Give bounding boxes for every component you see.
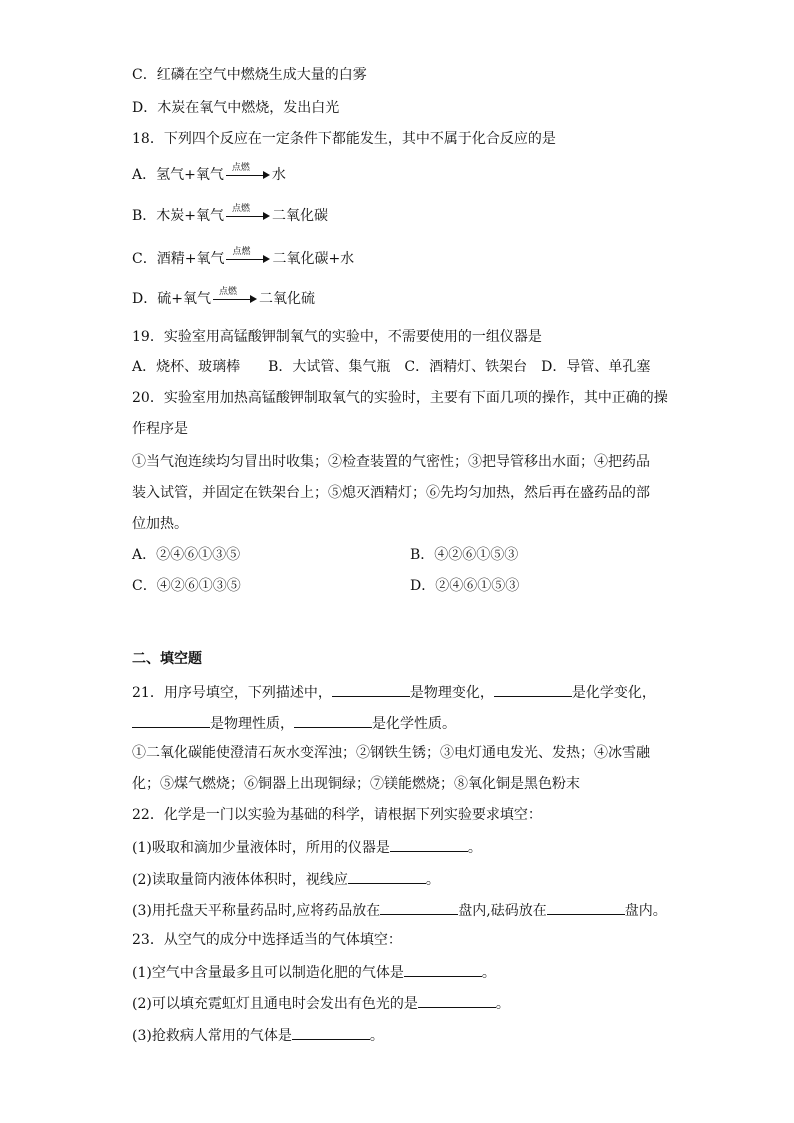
- option-20d: D．②④⑥①⑤③: [410, 578, 520, 594]
- answer-blank[interactable]: [547, 900, 625, 915]
- q21-text: 21．用序号填空，下列描述中，: [132, 685, 332, 701]
- question-18: 18．下列四个反应在一定条件下都能发生，其中不属于化合反应的是: [132, 131, 556, 147]
- question-21-line1: [132, 682, 656, 702]
- option-20a: A．②④⑥①③⑤: [132, 547, 241, 563]
- option-20b: B．④②⑥①⑤③: [410, 547, 519, 563]
- q22-text: (1)吸取和滴加少量液体时，所用的仪器是: [132, 840, 390, 856]
- q23-text: (2)可以填充霓虹灯且通电时会发出有色光的是: [132, 996, 418, 1012]
- question-21-line2: [132, 713, 456, 733]
- question-21-line4: 化；⑤煤气燃烧；⑥铜器上出现铜绿；⑦镁能燃烧；⑧氧化铜是黑色粉末: [132, 776, 580, 792]
- option-17d: D．木炭在氧气中燃烧，发出白光: [132, 100, 340, 116]
- q23-text: 。: [481, 965, 496, 981]
- section-heading: 二、填空题: [132, 651, 202, 667]
- q23-text: 。: [495, 996, 510, 1012]
- option-18d-product: 二氧化硫: [258, 291, 315, 307]
- answer-blank[interactable]: [294, 713, 372, 728]
- answer-blank[interactable]: [418, 993, 496, 1008]
- option-17c: C．红磷在空气中燃烧生成大量的白雾: [132, 67, 367, 83]
- q21-text: 是化学性质。: [372, 716, 456, 732]
- question-22: 22．化学是一门以实验为基础的科学，请根据下列实验要求填空：: [132, 807, 542, 823]
- option-18a: [132, 163, 286, 184]
- answer-blank[interactable]: [404, 962, 482, 977]
- question-22-2: [132, 869, 440, 889]
- option-18b-product: 二氧化碳: [272, 208, 329, 224]
- option-18c: [132, 247, 355, 268]
- q22-text: 盘内,砝码放在: [458, 903, 547, 919]
- q21-text: 是物理性质，: [210, 716, 294, 732]
- question-22-3: [132, 900, 667, 920]
- question-23: 23．从空气的成分中选择适当的气体填空：: [132, 932, 402, 948]
- answer-blank[interactable]: [348, 869, 426, 884]
- question-20-line1: 20．实验室用加热高锰酸钾制取氧气的实验时，主要有下面几项的操作，其中正确的操: [132, 390, 668, 406]
- q21-text: 是化学变化，: [571, 685, 656, 701]
- question-21-line3: ①二氧化碳能使澄清石灰水变浑浊；②钢铁生锈；③电灯通电发光、发热；④冰雪融: [132, 745, 650, 761]
- q21-text: 是物理变化，: [409, 685, 494, 701]
- q23-text: 。: [369, 1028, 384, 1044]
- q22-text: 。: [425, 872, 440, 888]
- q23-text: (3)抢救病人常用的气体是: [132, 1028, 292, 1044]
- reaction-arrow-icon: [226, 163, 270, 184]
- option-18d: [132, 287, 315, 308]
- option-18c-product: 二氧化碳+水: [272, 251, 355, 267]
- option-18b: [132, 204, 329, 225]
- answer-blank[interactable]: [380, 900, 458, 915]
- question-19-options: A．烧杯、玻璃棒 B．大试管、集气瓶 C．酒精灯、铁架台 D．导管、单孔塞: [132, 359, 651, 375]
- q22-text: (3)用托盘天平称量药品时,应将药品放在: [132, 903, 381, 919]
- question-23-1: [132, 962, 496, 982]
- reaction-arrow-icon: [226, 204, 270, 225]
- option-18b-reactants: B．木炭+氧气: [132, 208, 225, 224]
- arrow-condition: 点燃: [218, 287, 237, 297]
- question-20-line3: ①当气泡连续均匀冒出时收集；②检查装置的气密性；③把导管移出水面；④把药品: [132, 454, 650, 470]
- question-20-line4: 装入试管，并固定在铁架台上；⑤熄灭酒精灯；⑥先均匀加热，然后再在盛药品的部: [132, 485, 650, 501]
- question-20-line2: 作程序是: [132, 421, 188, 437]
- question-23-3: [132, 1025, 384, 1045]
- option-20c: C．④②⑥①③⑤: [132, 578, 241, 594]
- q23-text: (1)空气中含量最多且可以制造化肥的气体是: [132, 965, 404, 981]
- answer-blank[interactable]: [332, 682, 410, 697]
- question-23-2: [132, 993, 510, 1013]
- option-18d-reactants: D．硫+氧气: [132, 291, 211, 307]
- reaction-arrow-icon: [226, 247, 270, 268]
- question-22-1: [132, 837, 482, 857]
- answer-blank[interactable]: [390, 837, 468, 852]
- option-18c-reactants: C．酒精+氧气: [132, 251, 225, 267]
- reaction-arrow-icon: [213, 287, 257, 308]
- arrow-condition: 点燃: [232, 204, 251, 214]
- answer-blank[interactable]: [494, 682, 572, 697]
- arrow-condition: 点燃: [232, 247, 251, 257]
- arrow-condition: 点燃: [231, 163, 250, 173]
- q22-text: 。: [467, 840, 482, 856]
- question-19: 19．实验室用高锰酸钾制氧气的实验中，不需要使用的一组仪器是: [132, 329, 542, 345]
- option-18a-reactants: A．氢气+氧气: [132, 167, 224, 183]
- option-18a-product: 水: [271, 167, 286, 183]
- answer-blank[interactable]: [132, 713, 210, 728]
- q22-text: 盘内。: [624, 903, 667, 919]
- question-20-line5: 位加热。: [132, 516, 188, 532]
- answer-blank[interactable]: [292, 1025, 370, 1040]
- q22-text: (2)读取量筒内液体体积时，视线应: [132, 872, 348, 888]
